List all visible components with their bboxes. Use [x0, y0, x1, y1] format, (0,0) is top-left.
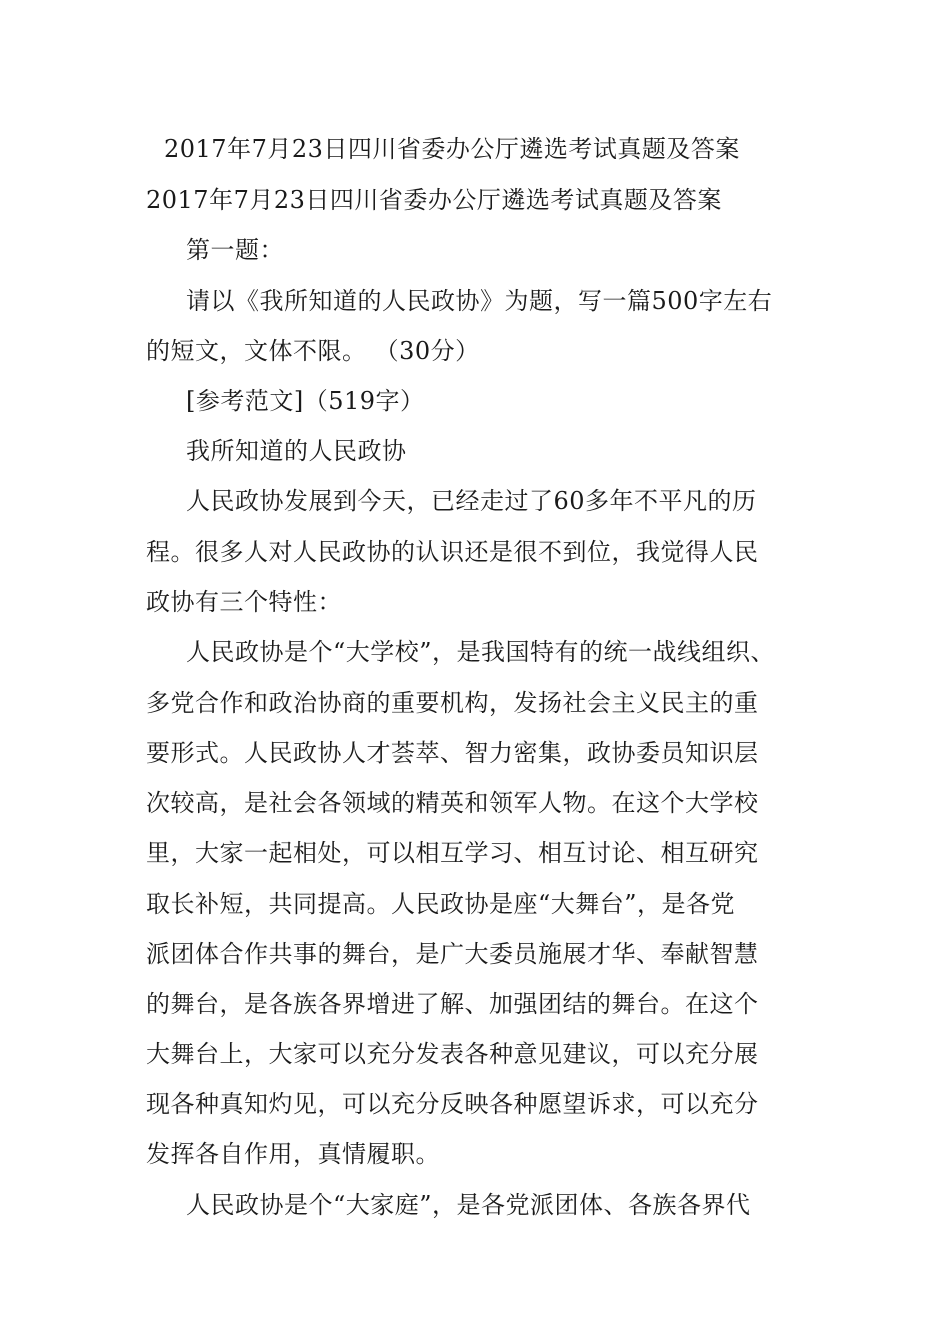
- paragraph-line: 里，大家一起相处，可以相互学习、相互讨论、相互研究: [146, 839, 759, 867]
- paragraph-line: 人民政协是个“大家庭”，是各党派团体、各族各界代: [186, 1191, 751, 1219]
- paragraph-line: 发挥各自作用，真情履职。: [146, 1140, 440, 1168]
- paragraph-line: 现各种真知灼见，可以充分反映各种愿望诉求，可以充分: [146, 1090, 759, 1118]
- document-title-repeat: 2017年7月23日四川省委办公厅遴选考试真题及答案: [146, 186, 722, 214]
- paragraph-line: 要形式。人民政协人才荟萃、智力密集，政协委员知识层: [146, 739, 759, 767]
- question-label: 第一题：: [186, 236, 284, 264]
- paragraph-line: 多党合作和政治协商的重要机构，发扬社会主义民主的重: [146, 689, 759, 717]
- paragraph-line: 派团体合作共事的舞台，是广大委员施展才华、奉献智慧: [146, 940, 759, 968]
- paragraph-line: 次较高，是社会各领域的精英和领军人物。在这个大学校: [146, 789, 759, 817]
- paragraph-line: 的舞台，是各族各界增进了解、加强团结的舞台。在这个: [146, 990, 759, 1018]
- paragraph-line: 人民政协是个“大学校”，是我国特有的统一战线组织、: [186, 638, 776, 666]
- paragraph-line: 政协有三个特性：: [146, 588, 342, 616]
- paragraph-line: 人民政协发展到今天，已经走过了60多年不平凡的历: [186, 487, 757, 515]
- reference-label: [参考范文]（519字）: [186, 387, 425, 415]
- paragraph-line: 取长补短，共同提高。人民政协是座“大舞台”，是各党: [146, 890, 736, 918]
- question-text-line: 请以《我所知道的人民政协》为题，写一篇500字左右: [186, 287, 773, 315]
- document-title: 2017年7月23日四川省委办公厅遴选考试真题及答案: [164, 135, 740, 163]
- question-text-line: 的短文，文体不限。 （30分）: [146, 337, 480, 365]
- paragraph-line: 大舞台上，大家可以充分发表各种意见建议，可以充分展: [146, 1040, 759, 1068]
- essay-title: 我所知道的人民政协: [186, 437, 407, 465]
- paragraph-line: 程。很多人对人民政协的认识还是很不到位，我觉得人民: [146, 538, 759, 566]
